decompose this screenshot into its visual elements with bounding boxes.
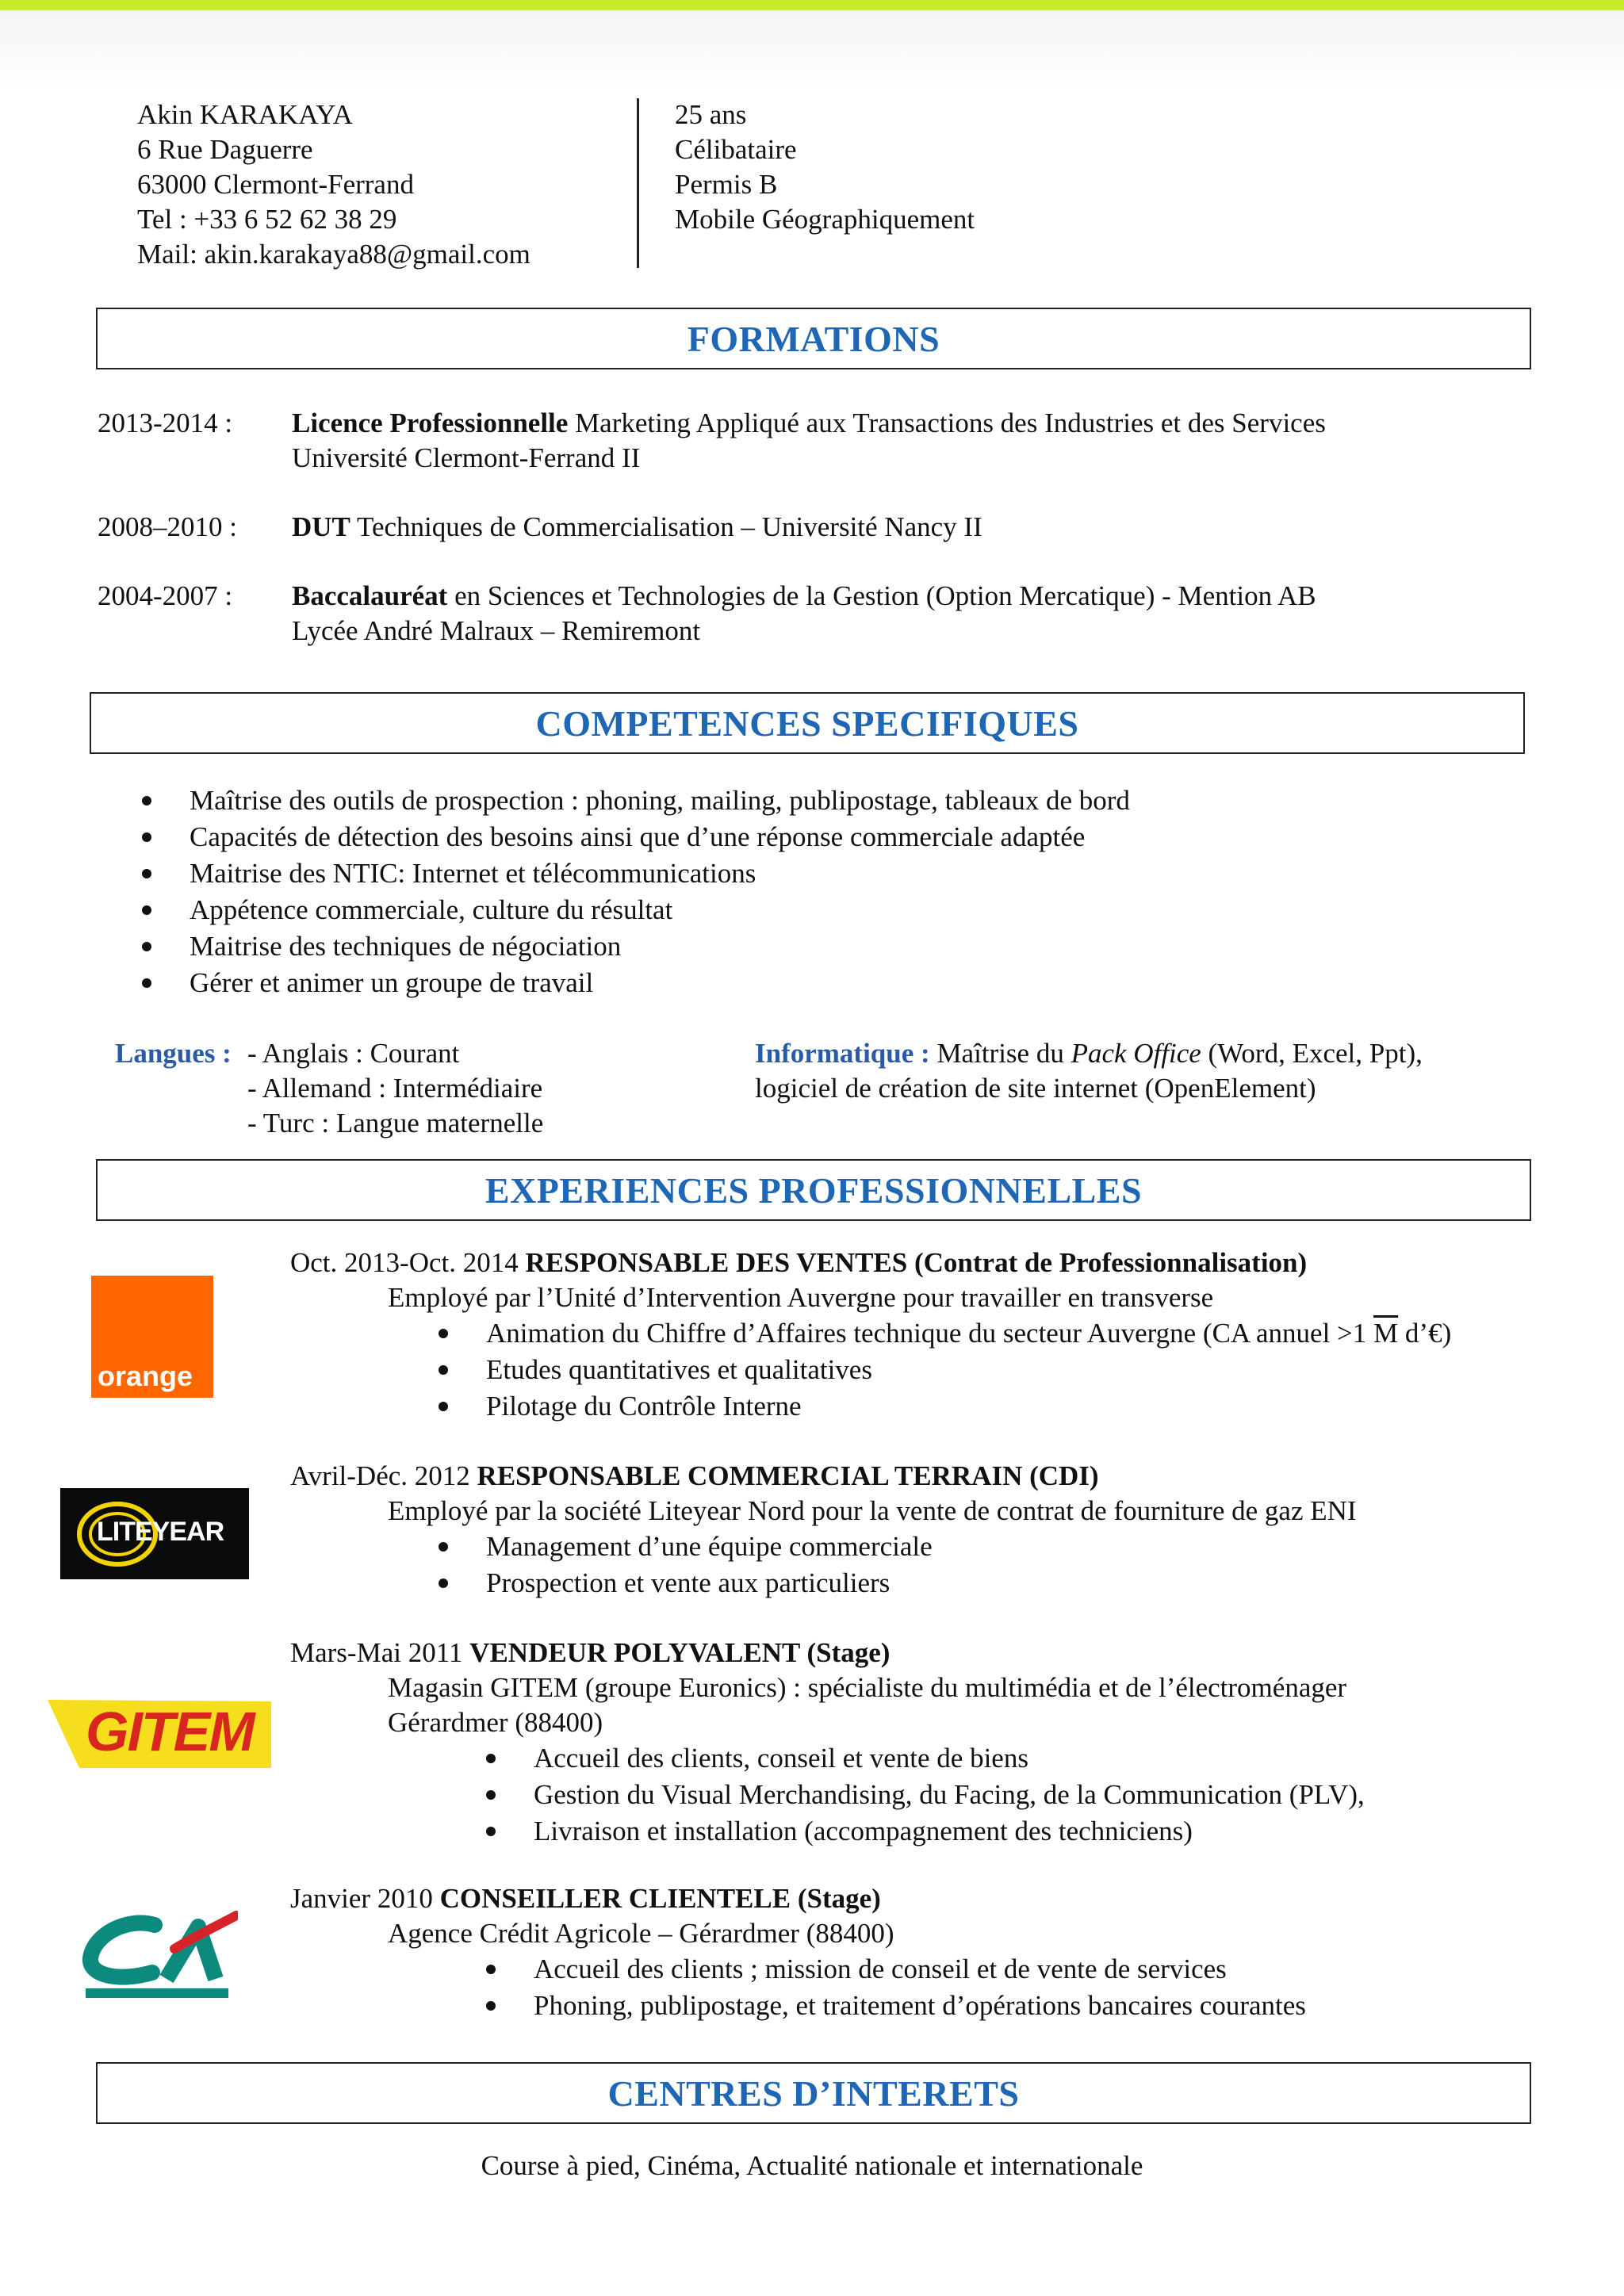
competences-title: COMPETENCES SPECIFIQUES (535, 702, 1079, 744)
formation-degree: Licence Professionnelle (292, 408, 569, 438)
experience-dates: Mars-Mai 2011 (290, 1637, 470, 1668)
experience-desc: Gérardmer (88400) (388, 1707, 603, 1738)
contact-name: Akin KARAKAYA (137, 99, 353, 130)
experience-title: CONSEILLER CLIENTELE (Stage) (439, 1883, 881, 1914)
list-item (486, 1315, 1451, 1352)
experience-bullets (534, 1740, 1365, 1850)
liteyear-logo-text: LITEYEAR (97, 1517, 224, 1547)
list-item: Capacités de détection des besoins ainsi que d’une réponse commerciale adaptée (190, 819, 1130, 855)
langues-label: Langues : (115, 1038, 232, 1069)
formation-years: 2004-2007 : (98, 580, 233, 611)
contact-mail: Mail: akin.karakaya88@gmail.com (137, 239, 530, 270)
formations-header (96, 308, 1531, 369)
formation-detail: Techniques de Commercialisation – Université Nancy II (350, 511, 982, 542)
experience-desc: Magasin GITEM (groupe Euronics) : spécialiste du multimédia et de l’électroménager (388, 1672, 1347, 1703)
bullet-text: Animation du Chiffre d’Affaires technique du secteur Auvergne (CA annuel >1 (486, 1318, 1374, 1349)
experience-dates: Oct. 2013-Oct. 2014 (290, 1247, 526, 1278)
formation-entry (292, 406, 1326, 441)
list-item: Accueil des clients, conseil et vente de biens (534, 1740, 1365, 1777)
contact-divider (637, 98, 639, 268)
formation-years: 2013-2014 : (98, 408, 233, 438)
langue-item: - Allemand : Intermédiaire (247, 1073, 543, 1104)
formations-title: FORMATIONS (687, 318, 940, 359)
experience-desc: Employé par la société Liteyear Nord pour la vente de contrat de fourniture de gaz ENI (388, 1495, 1357, 1526)
formation-degree: DUT (292, 511, 350, 542)
list-item: Accueil des clients ; mission de conseil et de vente de services (534, 1951, 1306, 1988)
orange-logo-text: orange (98, 1360, 193, 1392)
personal-age: 25 ans (675, 99, 747, 130)
experience-desc: Employé par l’Unité d’Intervention Auvergne pour travailler en transverse (388, 1282, 1214, 1313)
personal-licence: Permis B (675, 169, 778, 200)
list-item: Gérer et animer un groupe de travail (190, 965, 1130, 1001)
experience-bullets (486, 1529, 933, 1601)
experience-title: VENDEUR POLYVALENT (Stage) (469, 1637, 891, 1668)
interets-header (96, 2062, 1531, 2124)
experience-dates: Avril-Déc. 2012 (290, 1460, 477, 1491)
experience-heading (290, 1246, 1307, 1280)
interets-text: Course à pied, Cinéma, Actualité nationale et internationale (481, 2150, 1143, 2181)
formation-years: 2008–2010 : (98, 511, 237, 542)
competences-header (90, 692, 1525, 754)
experience-heading (290, 1459, 1099, 1494)
informatique-text: (Word, Excel, Ppt), (1201, 1038, 1423, 1069)
experiences-title: EXPERIENCES PROFESSIONNELLES (485, 1169, 1143, 1211)
top-decoration-bar (0, 0, 1624, 87)
formation-degree: Baccalauréat (292, 580, 448, 611)
experience-heading (290, 1881, 881, 1916)
experience-heading (290, 1636, 890, 1670)
experience-desc: Agence Crédit Agricole – Gérardmer (88400) (388, 1918, 894, 1949)
list-item: Maitrise des NTIC: Internet et télécommunications (190, 855, 1130, 892)
list-item: Prospection et vente aux particuliers (486, 1565, 933, 1601)
liteyear-logo (60, 1488, 249, 1579)
experience-bullets (534, 1951, 1306, 2024)
list-item: Phoning, publipostage, et traitement d’opérations bancaires courantes (534, 1988, 1306, 2024)
interets-title: CENTRES D’INTERETS (607, 2072, 1020, 2114)
orange-logo (91, 1276, 213, 1398)
formation-entry (292, 579, 1316, 614)
contact-street: 6 Rue Daguerre (137, 134, 313, 165)
credit-agricole-logo (79, 1903, 238, 2006)
informatique-line (755, 1036, 1423, 1071)
list-item: Maitrise des techniques de négociation (190, 928, 1130, 965)
formation-school: Lycée André Malraux – Remiremont (292, 615, 701, 646)
contact-tel: Tel : +33 6 52 62 38 29 (137, 204, 397, 235)
informatique-label: Informatique : (755, 1038, 930, 1069)
experience-title: RESPONSABLE COMMERCIAL TERRAIN (CDI) (477, 1460, 1099, 1491)
contact-city: 63000 Clermont-Ferrand (137, 169, 414, 200)
contact-block (137, 98, 530, 272)
list-item: Livraison et installation (accompagnement des techniciens) (534, 1813, 1365, 1850)
formation-school: Université Clermont-Ferrand II (292, 442, 641, 473)
experience-title: RESPONSABLE DES VENTES (Contrat de Professionnalisation) (525, 1247, 1308, 1278)
list-item: Management d’une équipe commerciale (486, 1529, 933, 1565)
gitem-logo-text: GITEM (86, 1701, 254, 1762)
bullet-text: d’€) (1398, 1318, 1452, 1349)
gitem-logo (48, 1697, 271, 1768)
list-item: Appétence commerciale, culture du résultat (190, 892, 1130, 928)
experiences-header (96, 1159, 1531, 1221)
informatique-pack: Pack Office (1071, 1038, 1201, 1069)
formation-detail: en Sciences et Technologies de la Gestion (Option Mercatique) - Mention AB (447, 580, 1316, 611)
credit-agricole-icon (79, 1903, 238, 2006)
list-item: Gestion du Visual Merchandising, du Facing, de la Communication (PLV), (534, 1777, 1365, 1813)
personal-mobility: Mobile Géographiquement (675, 204, 975, 235)
personal-status: Célibataire (675, 134, 797, 165)
list-item: Maîtrise des outils de prospection : phoning, mailing, publipostage, tableaux de bord (190, 783, 1130, 819)
informatique-line2: logiciel de création de site internet (OpenElement) (755, 1073, 1316, 1104)
langue-item: - Turc : Langue maternelle (247, 1108, 544, 1138)
experience-dates: Janvier 2010 (290, 1883, 440, 1914)
formation-entry (292, 510, 982, 545)
langue-item: - Anglais : Courant (247, 1038, 460, 1069)
langues-list (247, 1036, 543, 1141)
experience-bullets (486, 1315, 1451, 1425)
list-item: Etudes quantitatives et qualitatives (486, 1352, 1451, 1388)
competences-list (190, 783, 1130, 1001)
formation-detail: Marketing Appliqué aux Transactions des Industries et des Services (568, 408, 1326, 438)
bullet-text-m: $\overline{M}$ (1373, 1318, 1399, 1349)
list-item: Pilotage du Contrôle Interne (486, 1388, 1451, 1425)
personal-block (675, 98, 975, 237)
informatique-text: Maîtrise du (929, 1038, 1071, 1069)
